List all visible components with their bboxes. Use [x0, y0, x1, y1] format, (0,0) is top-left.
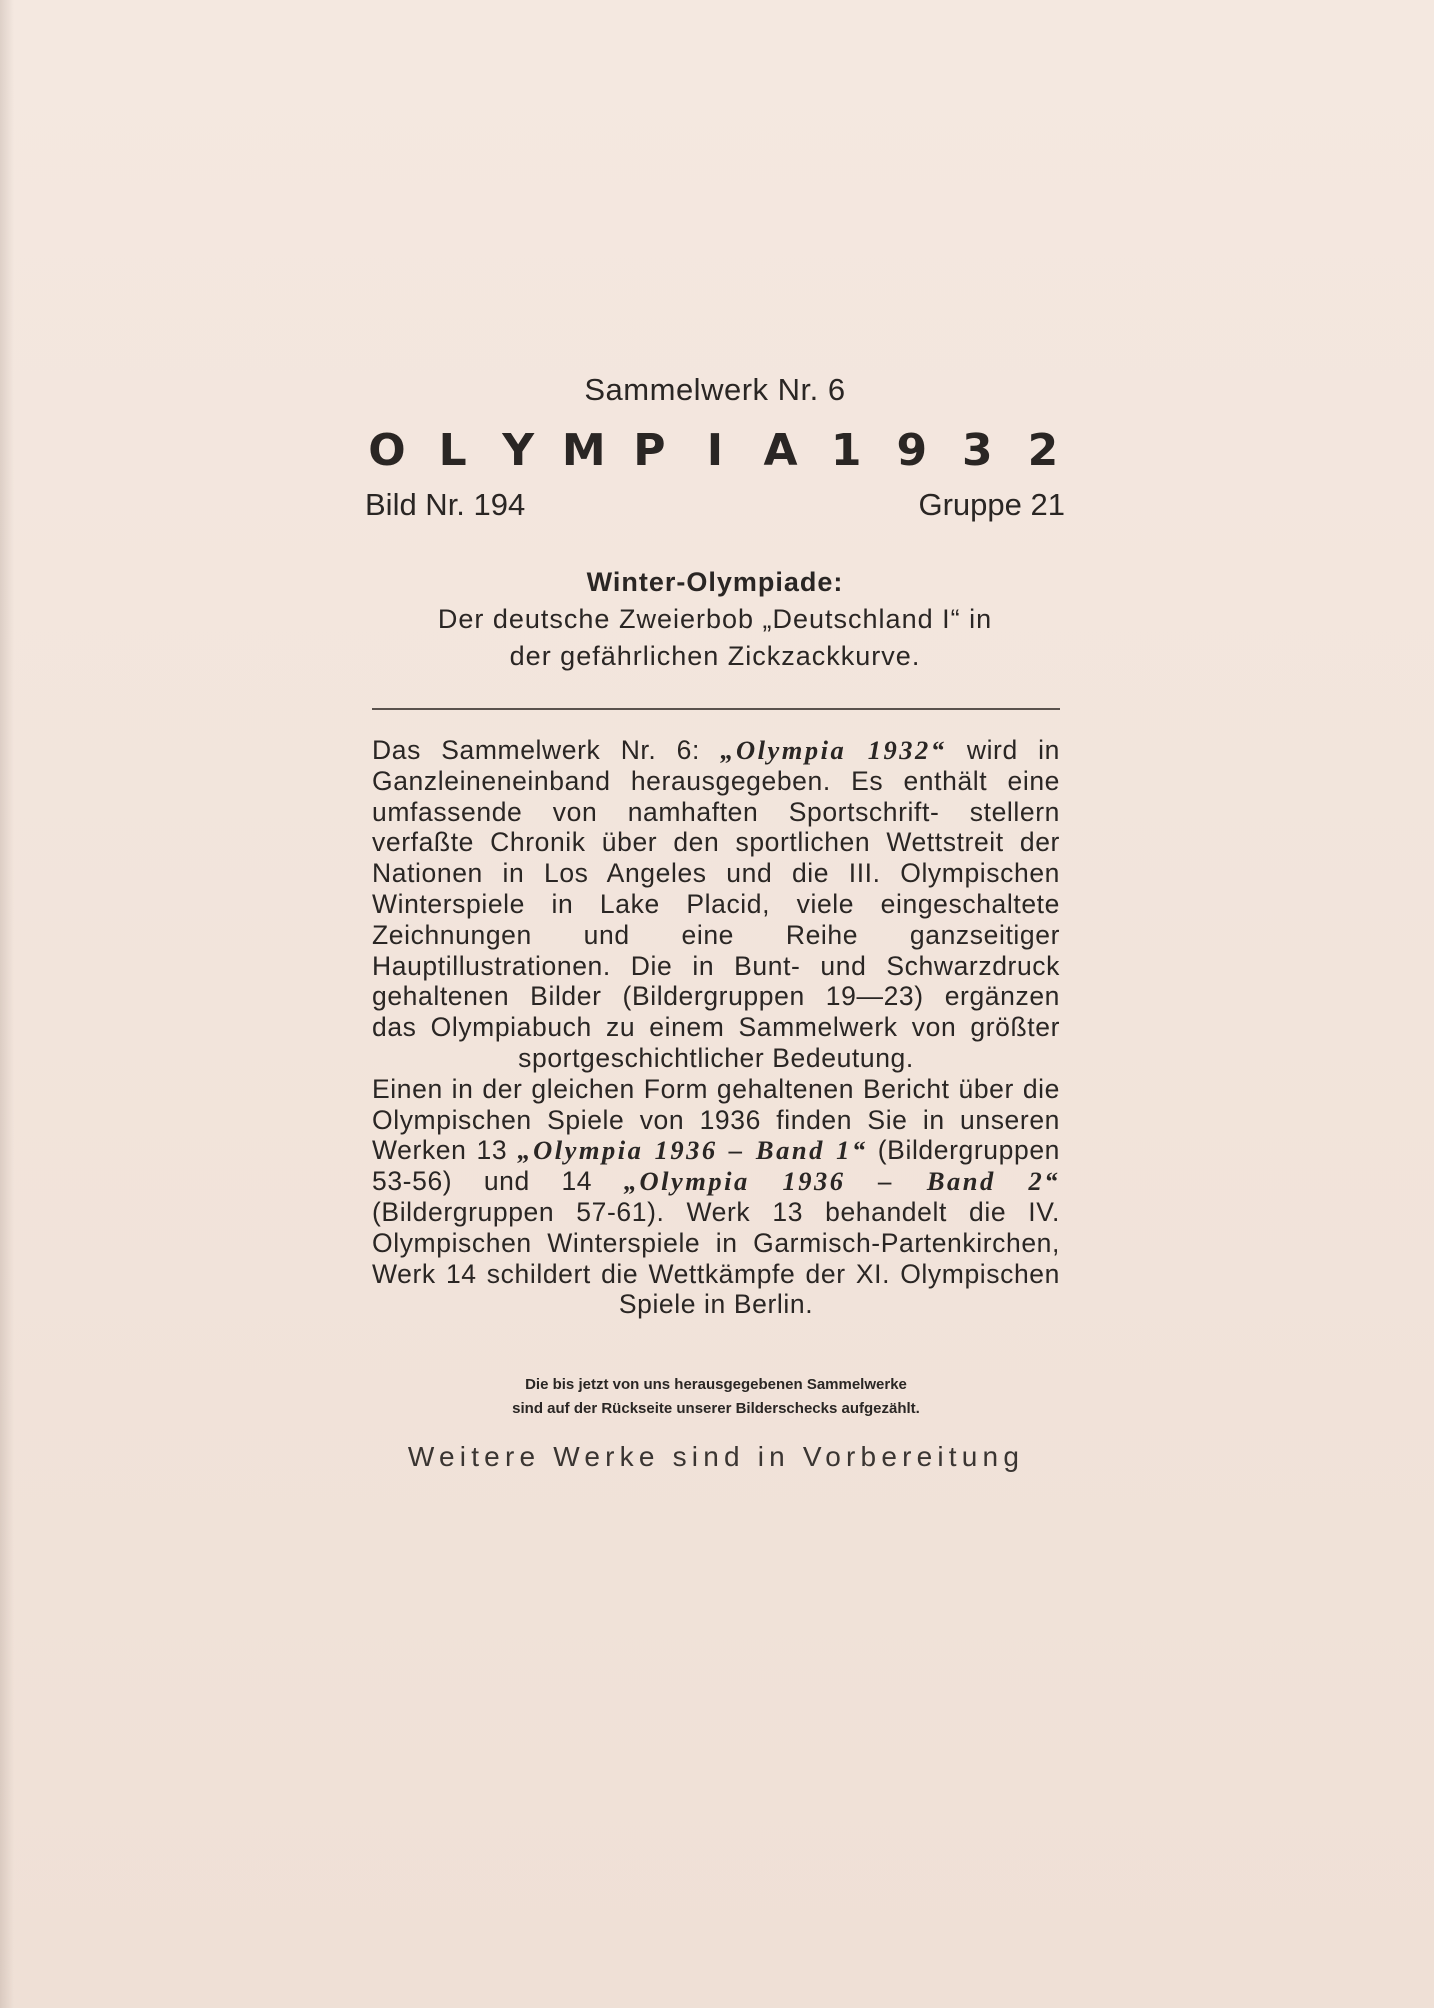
title-letter: 2	[1027, 425, 1059, 476]
footnote-line: Die bis jetzt von uns herausgegebenen Sammelwerke	[525, 1376, 907, 1393]
title-letter: A	[763, 425, 798, 476]
picture-subject	[365, 564, 1065, 675]
picture-number: Bild Nr. 194	[365, 487, 526, 522]
closing-note: Weitere Werke sind in Vorbereitung	[407, 1441, 1025, 1472]
title-letter: 9	[896, 425, 928, 476]
paper-edge-shadow	[0, 0, 14, 2008]
album-title	[365, 425, 1065, 476]
paragraph-album-1932	[372, 735, 1060, 1074]
footnote-line: sind auf der Rückseite unserer Bilderschecks aufgezählt.	[512, 1400, 920, 1417]
divider-rule	[372, 708, 1060, 710]
title-letter: L	[438, 425, 467, 476]
text-run: (Bildergruppen 53-56) und 14	[372, 1135, 1060, 1197]
title-letter: 3	[962, 425, 993, 476]
title-letter: Y	[502, 425, 535, 476]
series-label: Sammelwerk Nr. 6	[584, 372, 846, 407]
title-letter: P	[633, 425, 666, 476]
work-title: „Olympia 1936 – Band 2“	[623, 1166, 1061, 1197]
subject-heading: Winter-Olympiade:	[586, 567, 844, 597]
subject-caption-line: Der deutsche Zweierbob „Deutschland I“ in	[437, 604, 993, 634]
paragraph-album-1936	[372, 1074, 1060, 1320]
title-letter: 1	[830, 425, 862, 476]
text-run: (Bildergruppen 57-61). Werk 13 behandelt die IV. Olympischen Winterspiele in Garmisch-Partenkirchen, Werk 14 schildert die Wettkämpfe der XI. Olympischen Spiele in Berlin.	[372, 1196, 1060, 1320]
footnote	[372, 1373, 1060, 1421]
title-letter: I	[706, 425, 724, 476]
text-run: Einen in der gleichen Form gehaltenen Bericht über die Olympischen Spiele von 1936 finden Sie in unseren Werken 13	[372, 1073, 1060, 1166]
title-letter: M	[561, 425, 606, 476]
text-run: wird in Ganzleineneinband herausgegeben. Es enthält eine umfassende von namhaften Sportschrift- stellern verfaßte Chronik über den sportlichen Wettstreit der Nationen in Los Angeles und die III. Olympischen Winterspiele in Lake Placid, viele eingeschaltete Zeichnungen und eine Reihe ganzseitiger Hauptillustrationen. Die in Bunt- und Schwarzdruck gehaltenen Bilder (Bildergruppen 19—23) ergänzen das Olympiabuch zu einem Sammelwerk von größter sportgeschichtlicher Bedeutung.	[372, 735, 1060, 1073]
group-number: Gruppe 21	[918, 487, 1065, 522]
text-run: Das Sammelwerk Nr. 6:	[372, 735, 721, 765]
work-title: „Olympia 1936 – Band 1“	[517, 1135, 868, 1166]
work-title: „Olympia 1932“	[720, 735, 947, 765]
title-letter: O	[368, 425, 406, 476]
card-numbering	[365, 487, 1065, 523]
subject-caption-line: der gefährlichen Zickzackkurve.	[509, 641, 921, 671]
description-text	[372, 735, 1060, 1320]
